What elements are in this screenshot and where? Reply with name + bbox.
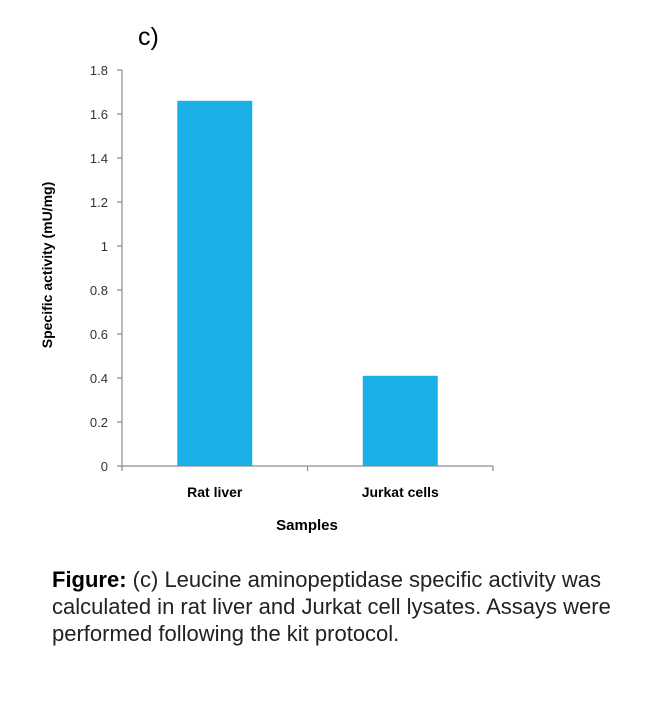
figure-caption [52,566,632,647]
y-tick-label: 0.8 [89,283,108,298]
panel-label: c) [138,23,159,51]
bar-rat-liver [177,101,252,466]
x-axis-label: Samples [276,517,338,534]
y-tick-label: 1.4 [89,151,108,166]
x-category-label: Rat liver [187,484,243,500]
bar-jurkat-cells [363,376,438,466]
y-tick-label: 1.6 [89,107,108,122]
y-axis-ticks [90,63,122,474]
y-tick-label: 1 [100,239,108,254]
y-tick-label: 0.4 [89,371,108,386]
y-tick-label: 1.2 [89,195,108,210]
x-category-label: Jurkat cells [361,484,439,500]
x-axis-categories [187,484,439,500]
caption-body: (c) Leucine aminopeptidase specific activity was calculated in rat liver and Jurkat cell lysates. Assays were performed following the kit protocol. [52,567,611,646]
y-axis-label: Specific activity (mU/mg) [39,181,55,349]
y-tick-label: 0.6 [89,327,108,342]
y-tick-label: 0 [100,459,108,474]
chart-bars [177,101,438,466]
y-tick-label: 0.2 [89,415,108,430]
caption-heading: Figure: [52,567,127,592]
y-tick-label: 1.8 [89,63,108,78]
